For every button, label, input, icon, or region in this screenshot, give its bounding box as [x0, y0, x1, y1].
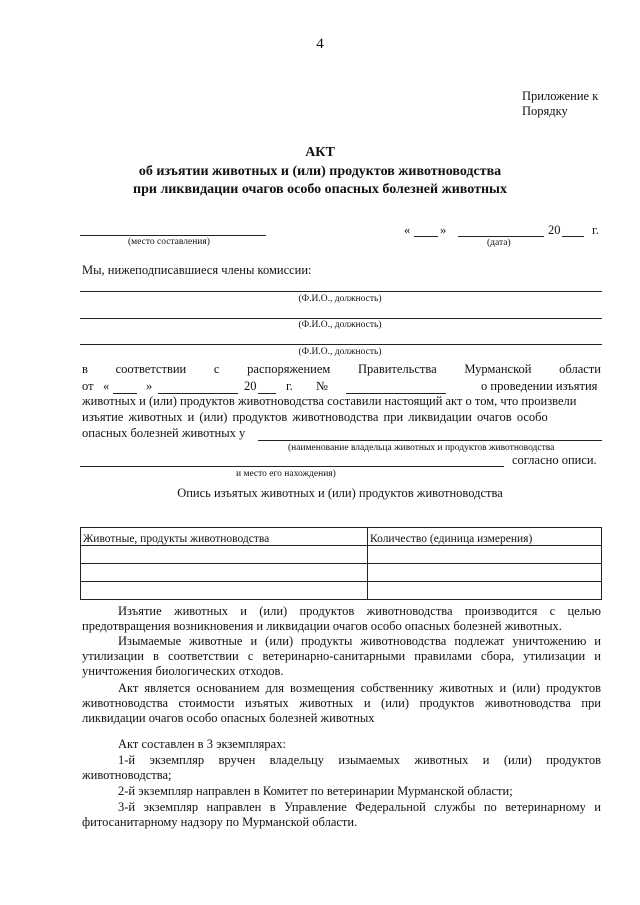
body-line-5: опасных болезней животных у	[82, 426, 246, 440]
member-line-3	[80, 344, 602, 345]
place-line	[80, 235, 266, 236]
member-caption-2: (Ф.И.О., должность)	[298, 320, 382, 330]
body-number-sign: №	[316, 379, 328, 393]
page-number: 4	[316, 36, 324, 52]
word: в	[82, 362, 88, 376]
body-year: 20	[244, 379, 257, 393]
act-subtitle-1: об изъятии животных и (или) продуктов животноводства	[138, 164, 502, 179]
copy-3: 3-й экземпляр направлен в Управление Федеральной службы по ветеринарному и фитосанитарному надзору по Мурманской области.	[82, 800, 601, 829]
body-line-2-tail: о проведении изъятия	[481, 379, 598, 393]
date-open-quote: «	[404, 223, 411, 237]
place-caption: (место составления)	[128, 237, 210, 247]
table-row	[81, 564, 602, 582]
column-header-items: Животные, продукты животноводства	[81, 528, 368, 546]
paragraph-1: Изъятие животных и (или) продуктов животноводства производится с целью предотвращения возникновения и ликвидации очагов особо опасных болезней животных.	[82, 604, 601, 633]
date-day-line	[414, 236, 438, 237]
table-cell	[81, 546, 368, 564]
table-header-row	[81, 528, 602, 546]
per-inventory: согласно описи.	[512, 453, 597, 467]
act-subtitle-2: при ликвидации очагов особо опасных болезней животных	[133, 182, 507, 197]
table-cell	[368, 546, 602, 564]
table-cell	[81, 564, 368, 582]
inventory-table	[80, 527, 602, 600]
member-line-2	[80, 318, 602, 319]
body-line-1	[82, 362, 601, 377]
location-caption: и место его нахождения)	[236, 469, 336, 479]
date-year-suffix: г.	[592, 223, 599, 237]
body-year-suffix: г.	[286, 379, 293, 393]
date-caption: (дата)	[487, 238, 511, 248]
copy-1: 1-й экземпляр вручен владельцу изымаемых животных и (или) продуктов животноводства;	[82, 753, 601, 782]
member-caption-1: (Ф.И.О., должность)	[298, 294, 382, 304]
owner-location-line	[80, 466, 504, 467]
date-year-prefix: 20	[548, 223, 561, 237]
body-line-3: животных и (или) продуктов животноводства составили настоящий акт о том, что произвели	[82, 394, 577, 408]
commission-intro: Мы, нижеподписавшиеся члены комиссии:	[82, 263, 312, 277]
table-cell	[368, 564, 602, 582]
column-header-quantity: Количество (единица измерения)	[368, 528, 602, 546]
table-row	[81, 546, 602, 564]
owner-caption: (наименование владельца животных и продуктов животноводства	[288, 443, 555, 453]
word: распоряжением	[247, 362, 331, 376]
body-line-4: изъятие животных и (или) продуктов животноводства при ликвидации очагов особо	[82, 410, 548, 424]
word: Правительства	[358, 362, 437, 376]
body-close-quote: »	[146, 379, 153, 393]
word: соответствии	[115, 362, 187, 376]
table-cell	[368, 582, 602, 600]
body-from: от	[82, 379, 94, 393]
member-caption-3: (Ф.И.О., должность)	[298, 347, 382, 357]
paragraph-3: Акт является основанием для возмещения собственнику животных и (или) продуктов животноводства стоимости изъятых животных и (или) продуктов животноводства при ликвидации очагов особо опасных болезней животных	[82, 681, 601, 725]
table-cell	[81, 582, 368, 600]
word: Мурманской	[464, 362, 532, 376]
body-open-quote: «	[103, 379, 110, 393]
copies-intro: Акт составлен в 3 экземплярах:	[118, 737, 286, 751]
date-year-line	[562, 236, 584, 237]
word: с	[213, 362, 220, 376]
copy-2: 2-й экземпляр направлен в Комитет по ветеринарии Мурманской области;	[118, 784, 513, 798]
word: области	[559, 362, 601, 376]
owner-line	[258, 440, 602, 441]
member-line-1	[80, 291, 602, 292]
act-title: АКТ	[305, 145, 335, 160]
appendix-line-1: Приложение к	[522, 89, 599, 103]
inventory-heading: Опись изъятых животных и (или) продуктов животноводства	[177, 486, 503, 500]
table-row	[81, 582, 602, 600]
paragraph-2: Изымаемые животные и (или) продукты животноводства подлежат уничтожению и утилизации в соответствии с ветеринарно-санитарными правилами сбора, утилизации и уничтожения биологических отходов.	[82, 634, 601, 678]
date-month-line	[458, 236, 544, 237]
appendix-line-2: Порядку	[522, 104, 568, 118]
date-close-quote: »	[440, 223, 447, 237]
